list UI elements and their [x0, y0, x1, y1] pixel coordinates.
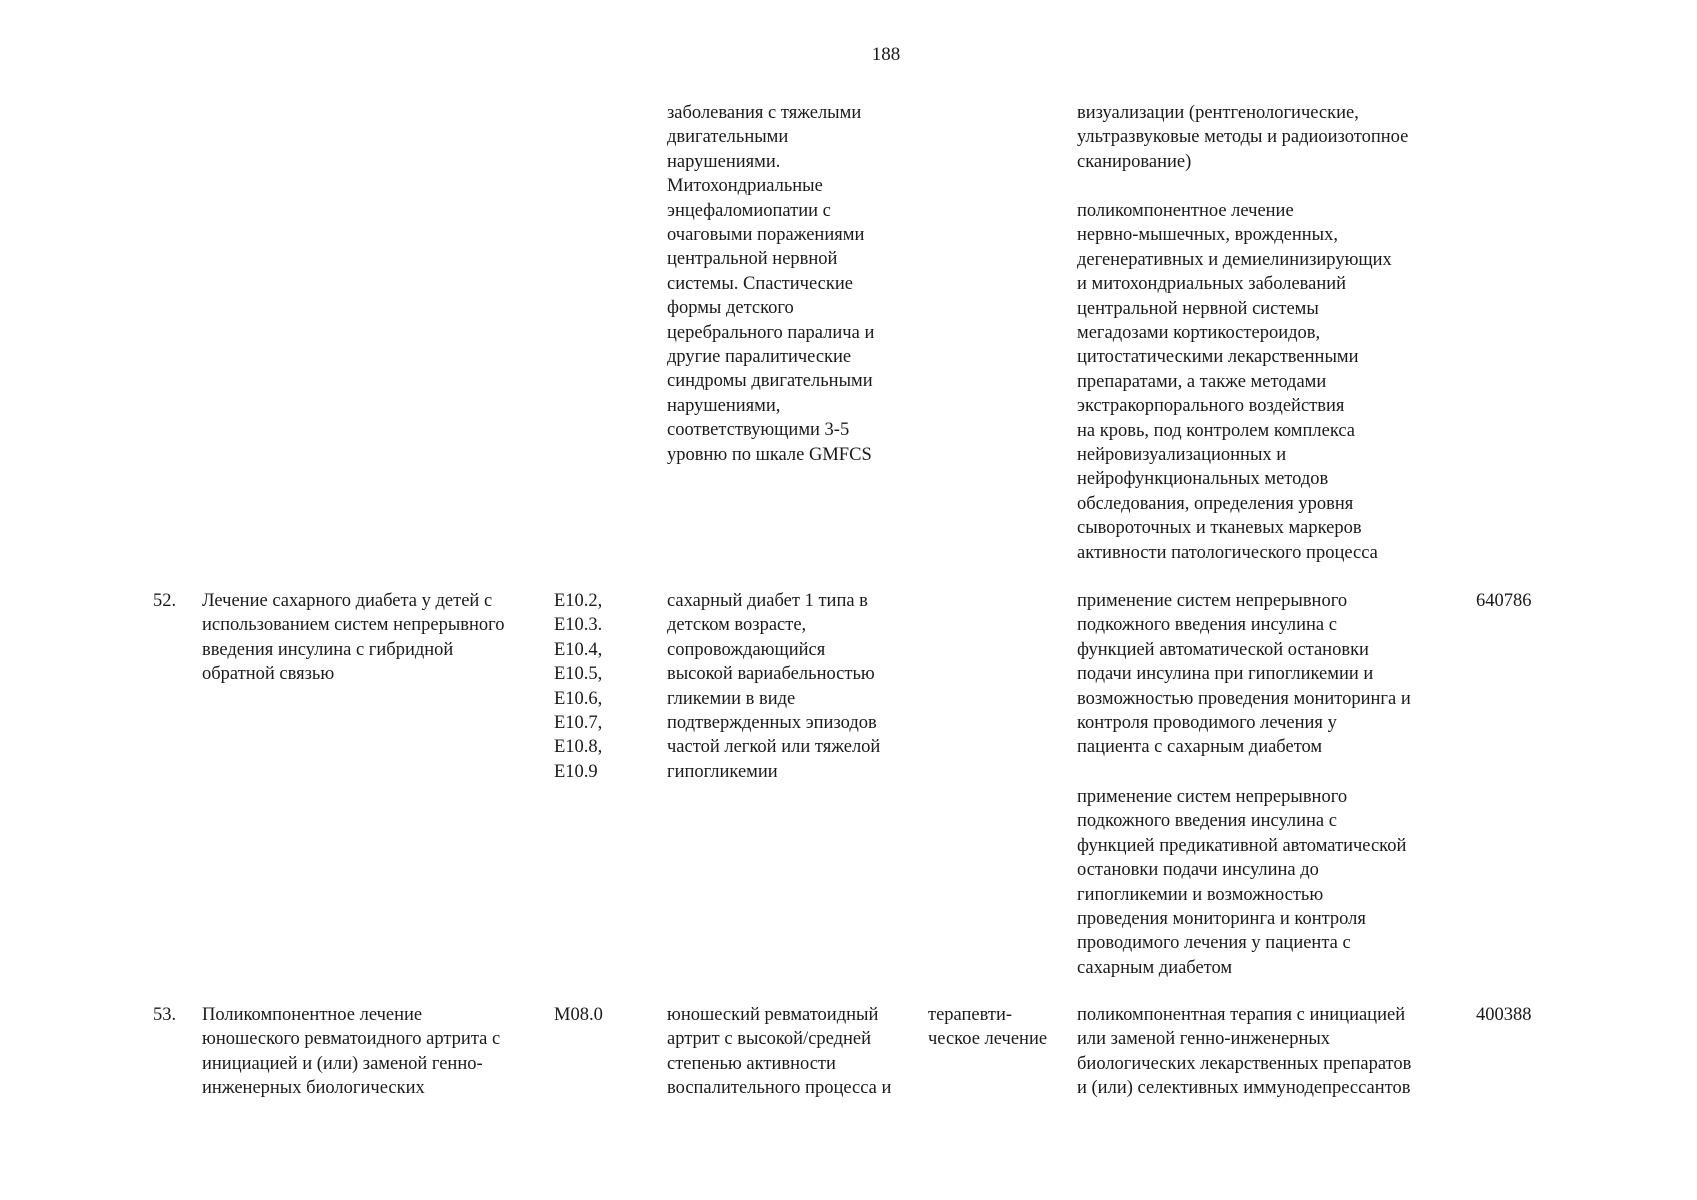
row-52-cost-norm: 640786 — [1476, 591, 1532, 611]
row-53-icd-codes: M08.0 — [554, 1005, 603, 1025]
row-52-number: 52. — [153, 591, 177, 611]
row-52-patient-model: сахарный диабет 1 типа в детском возрасте, сопровождающийся высокой вариабельностью гликемии в виде подтвержденных эпизодов частой легкой или тяжелой гипогликемии — [667, 591, 881, 782]
page-number: 188 — [871, 44, 901, 65]
row-53-cost-norm: 400388 — [1476, 1005, 1532, 1025]
row-52-icd-codes: E10.2, E10.3. E10.4, E10.5, E10.6, E10.7, E10.8, E10.9 — [554, 591, 603, 782]
row-53-care-name: Поликомпонентное лечение юношеского ревматоидного артрита с инициацией и (или) заменой генно- инженерных биологических — [202, 1005, 501, 1099]
row-53-patient-model: юношеский ревматоидный артрит с высокой/средней степенью активности воспалительного процесса и — [667, 1005, 892, 1099]
row-52-care-name: Лечение сахарного диабета у детей с использованием систем непрерывного введения инсулина с гибридной обратной связью — [202, 591, 505, 685]
row-52-method-2: применение систем непрерывного подкожного введения инсулина с функцией предикативной автоматической остановки подачи инсулина до гипогликемии и возможностью проведения мониторинга и контроля проводимого лечения у пациента с сахарным диабетом — [1077, 787, 1407, 978]
continuation-method-2: поликомпонентное лечение нервно-мышечных, врожденных, дегенеративных и демиелинизирующих и митохондриальных заболеваний центральной нервной системы мегадозами кортикостероидов, цитостатическими лекарственными препаратами, а также методами экстракорпорального воздействия на кровь, под контролем комплекса нейровизуализационных и нейрофункциональных методов обследования, определения уровня сывороточных и тканевых маркеров активности патологического процесса — [1077, 201, 1392, 563]
row-52-method-1: применение систем непрерывного подкожного введения инсулина с функцией автоматической остановки подачи инсулина при гипогликемии и возможностью проведения мониторинга и контроля проводимого лечения у пациента с сахарным диабетом — [1077, 591, 1411, 758]
row-53-method-1: поликомпонентная терапия с инициацией или заменой генно-инженерных биологических лекарственных препаратов и (или) селективных иммунодепрессантов — [1077, 1005, 1412, 1099]
continuation-method-1: визуализации (рентгенологические, ультразвуковые методы и радиоизотопное сканирование) — [1077, 103, 1409, 172]
row-53-number: 53. — [153, 1005, 177, 1025]
row-53-treatment-type: терапевти- ческое лечение — [928, 1005, 1048, 1050]
continuation-patient-model: заболевания с тяжелыми двигательными нарушениями. Митохондриальные энцефаломиопатии с очаговыми поражениями центральной нервной системы. Спастические формы детского церебрального паралича и другие паралитические синдромы двигательными нарушениями, соответствующими 3-5 уровню по шкале GMFCS — [667, 103, 875, 465]
